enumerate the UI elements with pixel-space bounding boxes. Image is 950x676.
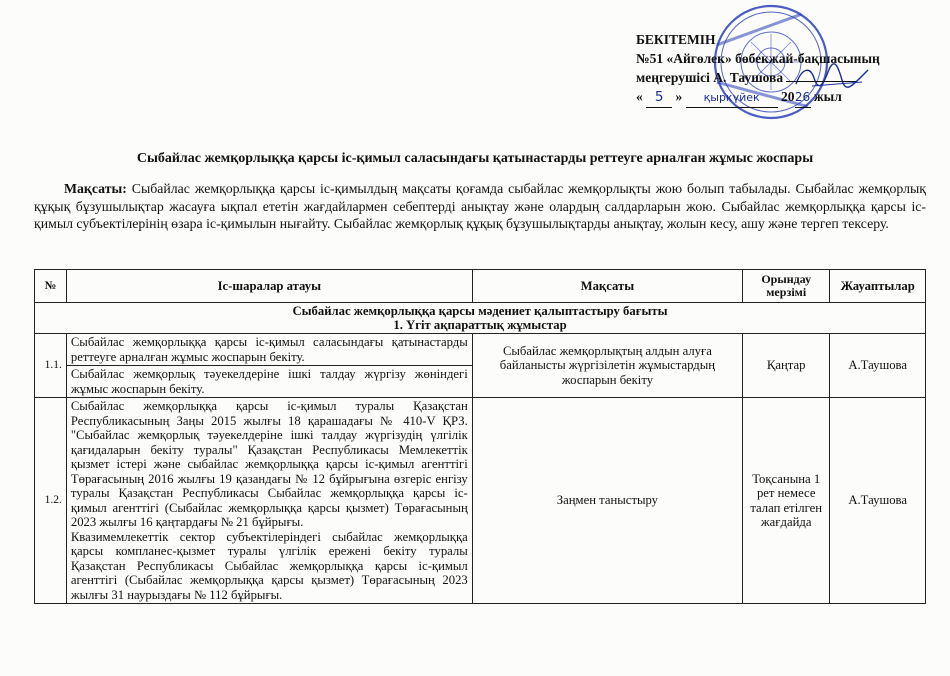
approval-block [636,30,936,108]
date-day: 5 [646,88,672,108]
table-row [35,334,926,366]
approval-line-1: №51 «Айгөлек» бөбекжай-бақшасының [636,51,880,66]
row2-goal: Заңмен таныстыру [472,398,742,604]
table-header-row [35,270,926,303]
row1-resp: А.Таушова [830,334,926,398]
header-goal: Мақсаты [472,270,742,303]
row2-resp: А.Таушова [830,398,926,604]
goal-paragraph [34,180,926,233]
date-year-word: жыл [813,89,842,104]
table-row [35,398,926,604]
approval-heading: БЕКІТЕМІН [636,32,716,47]
row1-name-b: Сыбайлас жемқорлық тәуекелдеріне ішкі талдау жүргізу жөніндегі жұмыс жоспарын бекіту. [66,366,472,398]
row1-num: 1.1. [35,334,67,398]
goal-label: Мақсаты: [64,181,127,196]
row1-goal: Сыбайлас жемқорлықтың алдын алуға байланысты жүргізілетін жұмыстардың жоспарын бекіту [472,334,742,398]
header-resp: Жауаптылар [830,270,926,303]
row2-num: 1.2. [35,398,67,604]
header-num: № [35,270,67,303]
date-month: қыркүйек [686,88,778,108]
approval-date [636,87,936,108]
date-close-quote: » [675,89,683,104]
approval-line-2-text: меңгерушісі А. Таушова [636,70,784,85]
row2-name-a: Сыбайлас жемқорлыққа қарсы іс-қимыл туралы Қазақстан Республикасының Заңы 2015 жылғы 18 қарашадағы № 410-V ҚРЗ. "Сыбайлас жемқорлық тәуекелдеріне ішкі талдау жүргізудің үлгілік қағидаларын бекіту туралы" Қазақстан Республикасы Мемлекеттік қызмет істері және сыбайлас жемқорлыққа қарсы іс-қимыл агенттігі Төрағасының 2016 жылғы 19 қазандағы № 12 бұйрығына өзгеріс енгізу туралы Қазақстан Республикасы Сыбайлас жемқорлыққа қарсы іс-қимыл агенттігі (Сыбайлас жемқорлыққа қарсы қызмет) Төрағасының 2023 жылғы 16 қаңтардағы № 21 бұйрығы. [70,399,468,529]
section-title: Сыбайлас жемқорлыққа қарсы мәдениет қалыптастыру бағыты [292,304,668,318]
section-cell [35,303,926,334]
header-date: Орындау мерзімі [743,270,830,303]
row2-name [66,398,472,604]
date-open-quote: « [636,89,643,104]
header-name: Іс-шаралар атауы [66,270,472,303]
row1-name-a: Сыбайлас жемқорлыққа қарсы іс-қимыл саласындағы қатынастарды реттеуге арналған жұмыс жоспарын бекіту. [66,334,472,366]
row1-date: Қаңтар [743,334,830,398]
goal-text: Сыбайлас жемқорлыққа қарсы іс-қимылдың мақсаты қоғамда сыбайлас жемқорлықты жою болып табылады. Сыбайлас жемқорлық құқық бұзушылықтар жасауға ықпал ететін жағдайлармен себептерді анықтау және олардың салдарларын жою. Сыбайлас жемқорлыққа қарсы іс-қимыл субъектілерінің өзара іс-қимылын нығайту. Сыбайлас жемқорлық құқық бұзушылықтарды анықтау, жолын кесу, ашу және тергеп тексеру. [34,181,926,231]
signature-underline [786,81,856,82]
document-title: Сыбайлас жемқорлыққа қарсы іс-қимыл саласындағы қатынастарды реттеуге арналған жұмыс жоспары [136,151,814,166]
date-year-prefix: 20 [781,89,795,104]
row2-date: Тоқсанына 1 рет немесе талап етілген жағдайда [743,398,830,604]
plan-table [34,269,926,604]
date-year-suffix: 26 [795,88,811,108]
row2-name-b: Квазимемлекеттік сектор субъектілеріндегі сыбайлас жемқорлыққа қарсы компланес-қызмет туралы үлгілік ережені бекіту туралы Қазақстан Республикасы Сыбайлас жемқорлыққа қарсы іс-қимыл агенттігі (Сыбайлас жемқорлыққа қарсы қызмет) Төрағасының 2023 жылғы 31 наурыздағы № 112 бұйрығы. [70,529,468,602]
subsection-title: 1. Үгіт ақпараттық жұмыстар [393,318,567,332]
section-row [35,303,926,334]
approval-line-2 [636,68,936,87]
